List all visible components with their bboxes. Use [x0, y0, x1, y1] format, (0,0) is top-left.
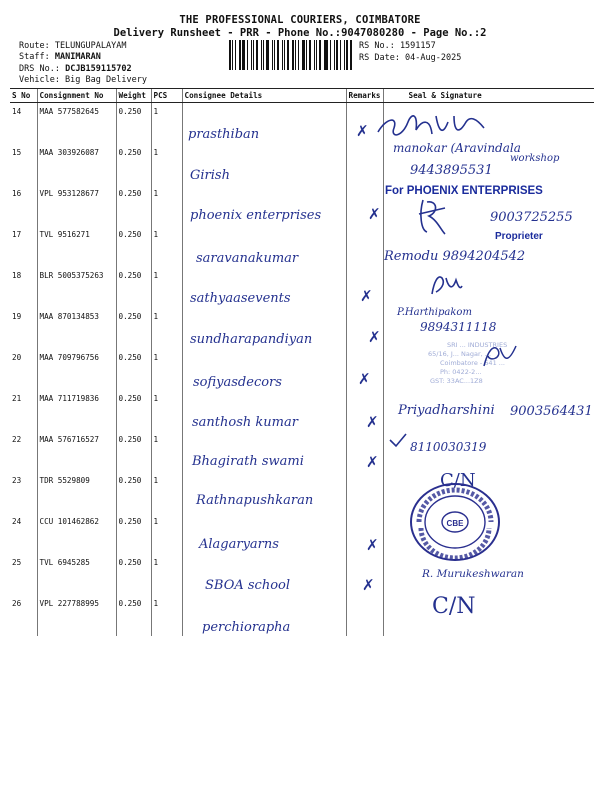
barcode-bar: [350, 40, 352, 70]
barcode-bar: [287, 40, 289, 70]
barcode-bar: [274, 40, 275, 70]
company-stamp-line: Ph: 0422-2...: [440, 368, 482, 376]
cell-sno: 23: [12, 476, 22, 485]
barcode-bar: [324, 40, 325, 70]
barcode-bar: [253, 40, 254, 70]
cell-weight: 0.250: [116, 267, 151, 308]
cell-consignment: TVL 6945285: [37, 554, 116, 595]
handwritten-signature: Remodu 9894204542: [384, 249, 526, 264]
cell-consignment: VPL 953128677: [37, 185, 116, 226]
handwritten-consignee: sundharapandiyan: [190, 332, 313, 347]
cross-mark-icon: ✗: [366, 413, 379, 431]
cross-mark-icon: ✗: [366, 453, 379, 471]
cell-sno: 22: [12, 435, 22, 444]
barcode-bar: [272, 40, 273, 70]
cell-signature: [383, 595, 594, 636]
col-consignee: Consignee Details: [182, 89, 346, 103]
handwritten-consignee: sofiyasdecors: [193, 375, 282, 390]
handwritten-signature: R. Murukeshwaran: [422, 568, 524, 580]
barcode-bar: [239, 40, 241, 70]
cell-remarks: [346, 472, 383, 513]
handwritten-consignee: Alagaryarns: [199, 537, 279, 552]
page-title: THE PROFESSIONAL COURIERS, COIMBATORE: [179, 14, 421, 26]
staff-line: [19, 52, 101, 62]
handwritten-consignee: Bhagirath swami: [192, 454, 304, 469]
handwritten-consignee: Rathnapushkaran: [196, 493, 314, 508]
cell-consignment: VPL 227788995: [37, 595, 116, 636]
handwritten-consignee: SBOA school: [205, 578, 291, 593]
cell-sno: 14: [12, 107, 22, 116]
handwritten-consignee: sathyaasevents: [190, 291, 291, 306]
col-weight: Weight: [116, 89, 151, 103]
barcode-bar: [334, 40, 335, 70]
cell-pcs: 1: [151, 431, 182, 472]
cross-mark-icon: ✗: [358, 370, 371, 388]
barcode-bar: [284, 40, 285, 70]
cell-sno: 26: [12, 599, 22, 608]
phoenix-stamp-role: Proprieter: [495, 231, 543, 242]
cell-remarks: [346, 595, 383, 636]
handwritten-note: C/N: [440, 470, 476, 491]
cell-pcs: 1: [151, 267, 182, 308]
cell-sno: 17: [12, 230, 22, 239]
barcode-bar: [302, 40, 305, 70]
barcode-bar: [298, 40, 299, 70]
rs-date: RS Date: 04-Aug-2025: [359, 53, 462, 63]
barcode-bar: [346, 40, 348, 70]
rs-number: RS No.: 1591157: [359, 41, 436, 51]
barcode-bar: [319, 40, 321, 70]
cell-consignment: MAA 709796756: [37, 349, 116, 390]
cell-pcs: 1: [151, 554, 182, 595]
cell-signature: [383, 267, 594, 308]
handwritten-consignee: santhosh kumar: [192, 415, 298, 430]
handwritten-note: C/N: [432, 594, 476, 619]
barcode-bar: [295, 40, 296, 70]
barcode-bar: [232, 40, 233, 70]
signature-row16: [415, 196, 451, 236]
handwritten-consignee: prasthiban: [188, 127, 260, 142]
barcode-bar: [266, 40, 269, 70]
handwritten-phone: 9894311118: [420, 320, 497, 334]
cell-remarks: [346, 144, 383, 185]
cell-sno: 18: [12, 271, 22, 280]
table-row: [10, 595, 594, 636]
handwritten-consignee: Girish: [190, 168, 230, 183]
cross-mark-icon: ✗: [362, 576, 375, 594]
table-row: [10, 267, 594, 308]
signature-row20: [480, 340, 520, 370]
cell-weight: 0.250: [116, 103, 151, 145]
barcode-bar: [314, 40, 315, 70]
cell-consignment: MAA 711719836: [37, 390, 116, 431]
barcode-bar: [330, 40, 331, 70]
cell-consignment: BLR 5005375263: [37, 267, 116, 308]
cell-sno: 25: [12, 558, 22, 567]
cell-weight: 0.250: [116, 226, 151, 267]
company-stamp-line: SRI ... INDUSTRIES: [447, 341, 508, 349]
barcode-bar: [235, 40, 236, 70]
cell-sno: 20: [12, 353, 22, 362]
barcode-bar: [316, 40, 317, 70]
col-signature: Seal & Signature: [383, 89, 594, 103]
route-label: Route: TELUNGUPALAYAM: [19, 41, 127, 51]
cell-consignment: CCU 101462862: [37, 513, 116, 554]
barcode-bar: [247, 40, 248, 70]
handwritten-consignee: perchiorapha: [202, 620, 291, 635]
cell-consignment: MAA 577582645: [37, 103, 116, 145]
company-seal-icon: [405, 478, 505, 566]
cross-mark-icon: ✗: [368, 205, 381, 223]
cell-consignment: MAA 576716527: [37, 431, 116, 472]
cell-pcs: 1: [151, 103, 182, 145]
cell-remarks: [346, 226, 383, 267]
cell-sno: 21: [12, 394, 22, 403]
cell-weight: 0.250: [116, 185, 151, 226]
handwritten-phone: 9003725255: [490, 210, 573, 225]
cell-pcs: 1: [151, 595, 182, 636]
cell-pcs: 1: [151, 185, 182, 226]
cell-pcs: 1: [151, 226, 182, 267]
company-stamp-line: Coimbatore - 641 ...: [440, 359, 505, 367]
cross-mark-icon: ✗: [360, 287, 373, 305]
cross-mark-icon: ✗: [356, 122, 369, 140]
col-consignment: Consignment No: [37, 89, 116, 103]
barcode-bar: [344, 40, 345, 70]
barcode-bar: [251, 40, 252, 70]
barcode-bar: [261, 40, 263, 70]
barcode-image: [229, 40, 355, 70]
cross-mark-icon: ✗: [366, 536, 379, 554]
handwritten-signature: Priyadharshini: [398, 403, 495, 418]
drs-line: [19, 64, 132, 74]
handwritten-phone: 9003564431: [510, 404, 593, 419]
table-row: [10, 103, 594, 145]
col-pcs: PCS: [151, 89, 182, 103]
cell-weight: 0.250: [116, 554, 151, 595]
cell-sno: 19: [12, 312, 22, 321]
cell-sno: 16: [12, 189, 22, 198]
handwritten-signature: manokar (Aravindala: [393, 141, 521, 155]
cell-weight: 0.250: [116, 349, 151, 390]
barcode-bar: [256, 40, 258, 70]
cell-sno: 15: [12, 148, 22, 157]
handwritten-consignee: phoenix enterprises: [190, 208, 322, 223]
barcode-bar: [336, 40, 338, 70]
vehicle-label: Vehicle: Big Bag Delivery: [19, 75, 147, 85]
cell-pcs: 1: [151, 390, 182, 431]
signature-row18: [428, 272, 464, 298]
barcode-bar: [282, 40, 283, 70]
cell-sno: 24: [12, 517, 22, 526]
barcode-bar: [263, 40, 264, 70]
cell-pcs: 1: [151, 144, 182, 185]
cell-weight: 0.250: [116, 431, 151, 472]
cell-pcs: 1: [151, 472, 182, 513]
cell-consignment: MAA 303926087: [37, 144, 116, 185]
handwritten-signature: P.Harthipakom: [397, 307, 472, 318]
phoenix-stamp-name: For PHOENIX ENTERPRISES: [385, 185, 543, 197]
table-header-row: [10, 89, 594, 103]
signature-row14: [372, 108, 492, 144]
drs-value: DCJB159115702: [65, 64, 132, 74]
svg-text:CBE: CBE: [446, 519, 464, 528]
handwritten-consignee: saravanakumar: [196, 251, 299, 266]
staff-label: Staff:: [19, 52, 50, 62]
cell-weight: 0.250: [116, 513, 151, 554]
barcode-bar: [340, 40, 341, 70]
checkmark-icon: [388, 432, 408, 450]
cell-pcs: 1: [151, 308, 182, 349]
barcode-bar: [292, 40, 294, 70]
cell-pcs: 1: [151, 513, 182, 554]
handwritten-signature: workshop: [510, 153, 560, 164]
cell-pcs: 1: [151, 349, 182, 390]
company-stamp-line: 65/16, J... Nagar, ...: [428, 350, 492, 358]
page-subtitle: Delivery Runsheet - PRR - Phone No.:9047080280 - Page No.:2: [113, 27, 487, 39]
cell-weight: 0.250: [116, 144, 151, 185]
cell-weight: 0.250: [116, 308, 151, 349]
handwritten-phone: 9443895531: [410, 163, 493, 178]
cross-mark-icon: ✗: [368, 328, 381, 346]
table-row: [10, 390, 594, 431]
cell-weight: 0.250: [116, 390, 151, 431]
barcode-bar: [325, 40, 328, 70]
cell-consignment: MAA 870134853: [37, 308, 116, 349]
cell-consignment: TDR 5529809: [37, 472, 116, 513]
company-stamp-line: GST: 33AC...1Z8: [430, 377, 483, 385]
barcode-bar: [229, 40, 231, 70]
barcode-bar: [277, 40, 279, 70]
barcode-bar: [306, 40, 307, 70]
barcode-bar: [242, 40, 245, 70]
barcode-bar: [309, 40, 311, 70]
drs-label: DRS No.:: [19, 64, 60, 74]
handwritten-phone: 8110030319: [410, 440, 487, 454]
cell-weight: 0.250: [116, 472, 151, 513]
cell-weight: 0.250: [116, 595, 151, 636]
col-remarks: Remarks: [346, 89, 383, 103]
staff-value: MANIMARAN: [54, 52, 101, 62]
table-row: [10, 513, 594, 554]
cell-consignment: TVL 9516271: [37, 226, 116, 267]
col-sno: S No: [10, 89, 37, 103]
